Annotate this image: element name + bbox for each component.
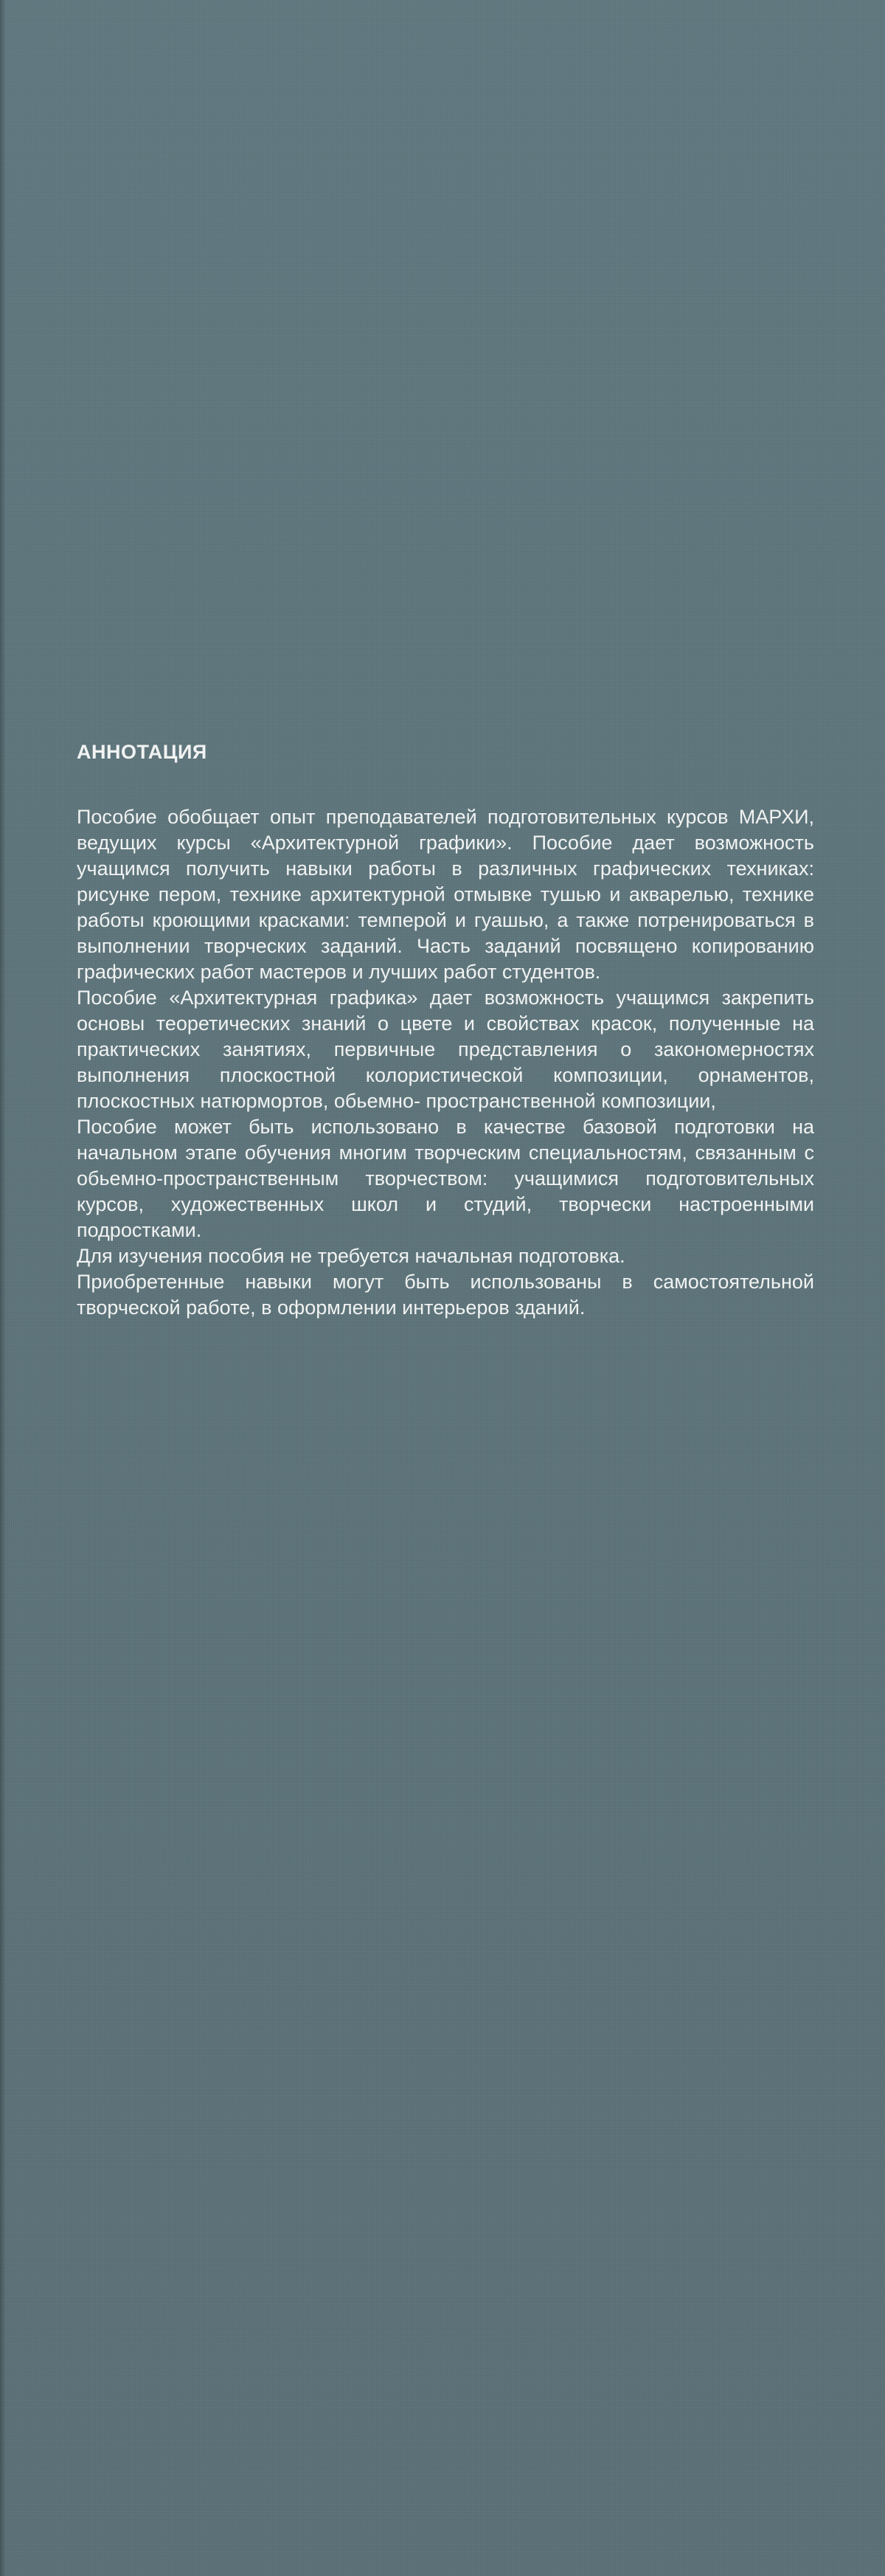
annotation-block	[77, 740, 814, 1321]
spine-shadow	[0, 0, 6, 2576]
annotation-paragraph-5: Приобретенные навыки могут быть использованы в самостоятельной творческой работе, в оформлении интерьеров зданий.	[77, 1271, 814, 1319]
annotation-paragraph-4: Для изучения пособия не требуется начальная подготовка.	[77, 1245, 625, 1267]
annotation-paragraph-3: Пособие может быть использовано в качестве базовой подготовки на начальном этапе обучения многим творческим специальностям, связанным с обьемно-пространственным творчеством: учащимися подготовительных курсов, художественных школ и студий, творчески настроенными подростками.	[77, 1116, 814, 1241]
annotation-paragraph-1: Пособие обобщает опыт преподавателей подготовительных курсов МАРХИ, ведущих курсы «Архитектурной графики». Пособие дает возможность учащимся получить навыки работы в различных графических техниках: рисунке пером, технике архитектурной отмывке тушью и акварелью, технике работы кроющими красками: темперой и гуашью, а также потренироваться в выполнении творческих заданий. Часть заданий посвящено копированию графических работ мастеров и лучших работ студентов.	[77, 806, 814, 983]
annotation-paragraph-2: Пособие «Архитектурная графика» дает возможность учащимся закрепить основы теоретических знаний о цвете и свойствах красок, полученные на практических занятиях, первичные представления о закономерностях выполнения плоскостной колористической композиции, орнаментов, плоскостных натюрмортов, обьемно- пространственной композиции,	[77, 987, 814, 1112]
annotation-heading: АННОТАЦИЯ	[77, 741, 207, 763]
